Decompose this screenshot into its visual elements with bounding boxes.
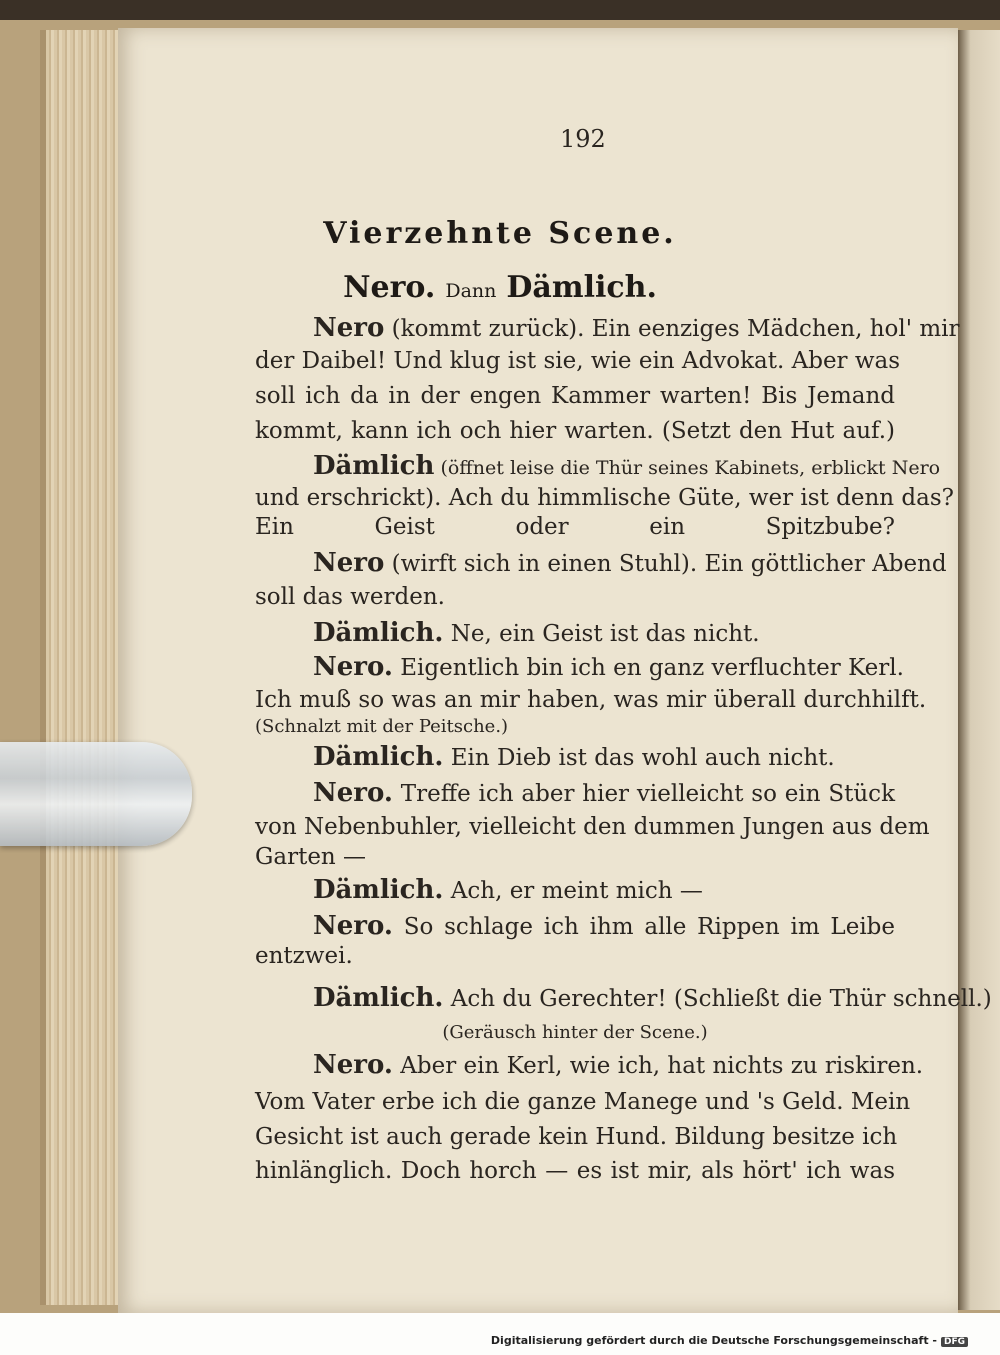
- text-line: Dämlich (öffnet leise die Thür seines Kabinets, erblickt Nero: [313, 451, 941, 481]
- text-line: Garten —: [255, 844, 367, 870]
- text-line: von Nebenbuhler, vielleicht den dummen Jungen aus dem: [255, 814, 930, 840]
- page-holder-clip: [0, 742, 192, 846]
- text-line: hinlänglich. Doch horch — es ist mir, als hört' ich was: [255, 1158, 895, 1184]
- top-background: [0, 0, 1000, 20]
- cast-dann: Dann: [445, 280, 497, 302]
- text-line: Nero. So schlage ich ihm alle Rippen im Leibe: [313, 911, 896, 941]
- text-line: (Geräusch hinter der Scene.): [442, 1022, 708, 1043]
- cast-first: Nero.: [343, 270, 436, 305]
- text-line: Ein Geist oder ein Spitzbube?: [255, 514, 895, 540]
- text-line: entzwei.: [255, 943, 353, 969]
- scene-cast: [0, 270, 1000, 305]
- text-line: (Schnalzt mit der Peitsche.): [255, 716, 509, 737]
- text-line: Nero. Treffe ich aber hier vielleicht so ein Stück: [313, 778, 896, 808]
- text-line: Ich muß so was an mir haben, was mir überall durchhilft.: [255, 687, 927, 713]
- scene-title: Vierzehnte Scene.: [323, 216, 677, 251]
- dfg-logo: DFG: [941, 1337, 968, 1347]
- text-line: Gesicht ist auch gerade kein Hund. Bildung besitze ich: [255, 1124, 898, 1150]
- text-line: Nero. Eigentlich bin ich en ganz verfluchter Kerl.: [313, 652, 904, 682]
- text-line: Dämlich. Ne, ein Geist ist das nicht.: [313, 618, 760, 648]
- page-number: 192: [560, 125, 606, 153]
- text-line: soll das werden.: [255, 584, 445, 610]
- text-line: Vom Vater erbe ich die ganze Manege und 's Geld. Mein: [255, 1089, 911, 1115]
- text-line: und erschrickt). Ach du himmlische Güte, wer ist denn das?: [255, 485, 954, 511]
- cast-second: Dämlich.: [506, 270, 657, 305]
- text-line: Nero (wirft sich in einen Stuhl). Ein göttlicher Abend: [313, 548, 947, 578]
- text-line: Nero. Aber ein Kerl, wie ich, hat nichts zu riskiren.: [313, 1050, 924, 1080]
- footer-credit: Digitalisierung gefördert durch die Deutsche Forschungsgemeinschaft - DFG: [491, 1334, 968, 1347]
- text-line: Dämlich. Ach du Gerechter! (Schließt die Thür schnell.): [313, 983, 992, 1013]
- text-line: Dämlich. Ach, er meint mich —: [313, 875, 703, 905]
- text-line: der Daibel! Und klug ist sie, wie ein Advokat. Aber was: [255, 348, 901, 374]
- text-line: Nero (kommt zurück). Ein eenziges Mädchen, hol' mir: [313, 313, 960, 343]
- text-line: soll ich da in der engen Kammer warten! Bis Jemand: [255, 383, 895, 409]
- text-line: kommt, kann ich och hier warten. (Setzt den Hut auf.): [255, 418, 895, 444]
- text-line: Dämlich. Ein Dieb ist das wohl auch nicht.: [313, 742, 835, 772]
